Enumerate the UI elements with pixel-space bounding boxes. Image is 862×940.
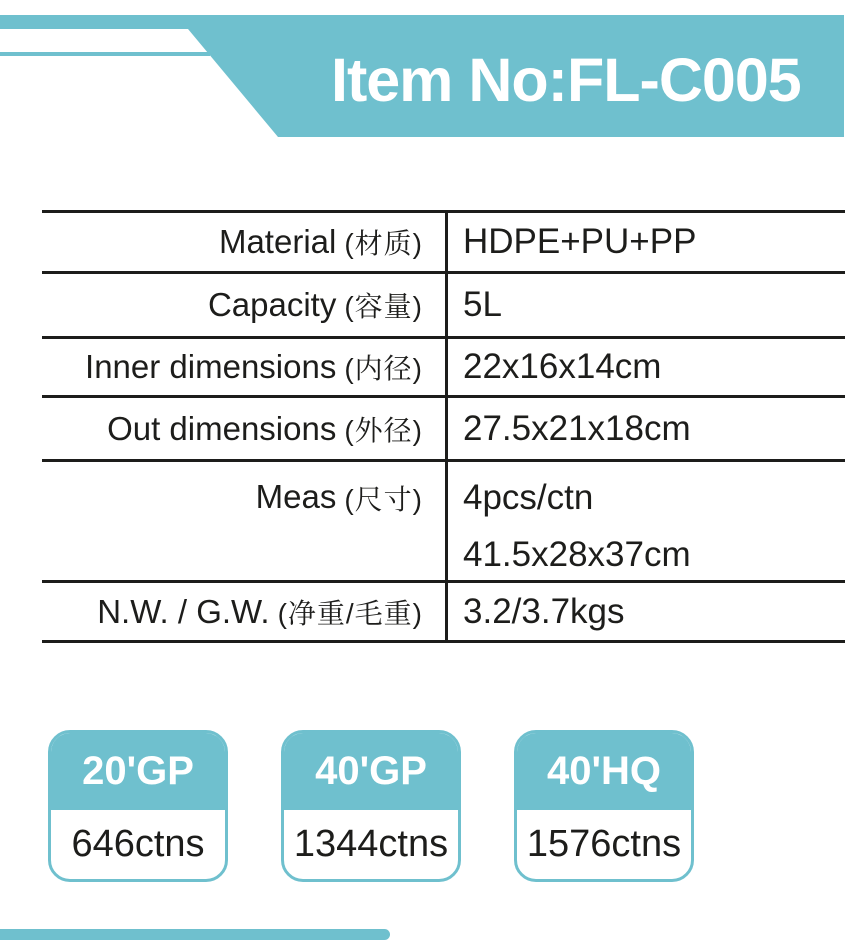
spec-table <box>42 210 845 643</box>
row-label-cn: (外径) <box>344 414 423 446</box>
container-quantity: 646ctns <box>71 823 205 865</box>
row-value: 22x16x14cm <box>463 347 662 386</box>
row-label <box>42 274 448 336</box>
row-label-en: Material <box>218 223 337 260</box>
row-label-en: Capacity <box>207 286 337 323</box>
row-label-cn: (材质) <box>344 228 423 259</box>
row-value: HDPE+PU+PP <box>463 222 697 261</box>
row-label-cn: (容量) <box>344 291 423 322</box>
row-label <box>42 398 448 459</box>
row-value-line2: 41.5x28x37cm <box>463 535 691 574</box>
container-box-40gp <box>281 730 461 882</box>
row-value-line1: 4pcs/ctn <box>463 478 594 517</box>
row-label-en: Meas <box>255 478 337 515</box>
bottom-accent-bar <box>0 929 390 940</box>
row-label-cn: (内径) <box>344 353 423 384</box>
row-label <box>42 583 448 640</box>
row-label-en: N.W. / G.W. <box>97 592 270 630</box>
table-row-material <box>42 213 845 274</box>
table-row-capacity <box>42 274 845 339</box>
row-label <box>42 339 448 395</box>
container-quantity: 1576ctns <box>526 823 682 865</box>
container-loading-section <box>0 730 862 882</box>
table-row-out-dimensions <box>42 398 845 462</box>
thin-accent-line <box>0 52 210 56</box>
row-label-cn: (净重/毛重) <box>277 597 423 629</box>
container-quantity: 1344ctns <box>293 823 449 865</box>
container-type: 40'HQ <box>517 733 691 810</box>
row-value: 5L <box>463 285 502 324</box>
table-row-meas <box>42 462 845 583</box>
table-row-inner-dimensions <box>42 339 845 398</box>
row-label-en: Inner dimensions <box>85 348 337 385</box>
row-label-en: Out dimensions <box>107 409 337 447</box>
container-type: 40'GP <box>284 733 458 810</box>
top-accent-strip <box>0 15 844 29</box>
container-box-40hq <box>514 730 694 882</box>
row-label <box>42 462 448 580</box>
row-value: 3.2/3.7kgs <box>463 591 625 631</box>
container-box-20gp <box>48 730 228 882</box>
row-value: 27.5x21x18cm <box>463 408 691 448</box>
item-number-title: Item No:FL-C005 <box>331 46 801 114</box>
row-value <box>448 462 845 580</box>
container-type: 20'GP <box>51 733 225 810</box>
row-label-cn: (尺寸) <box>344 484 423 515</box>
row-label <box>42 213 448 271</box>
table-row-nw-gw <box>42 583 845 643</box>
